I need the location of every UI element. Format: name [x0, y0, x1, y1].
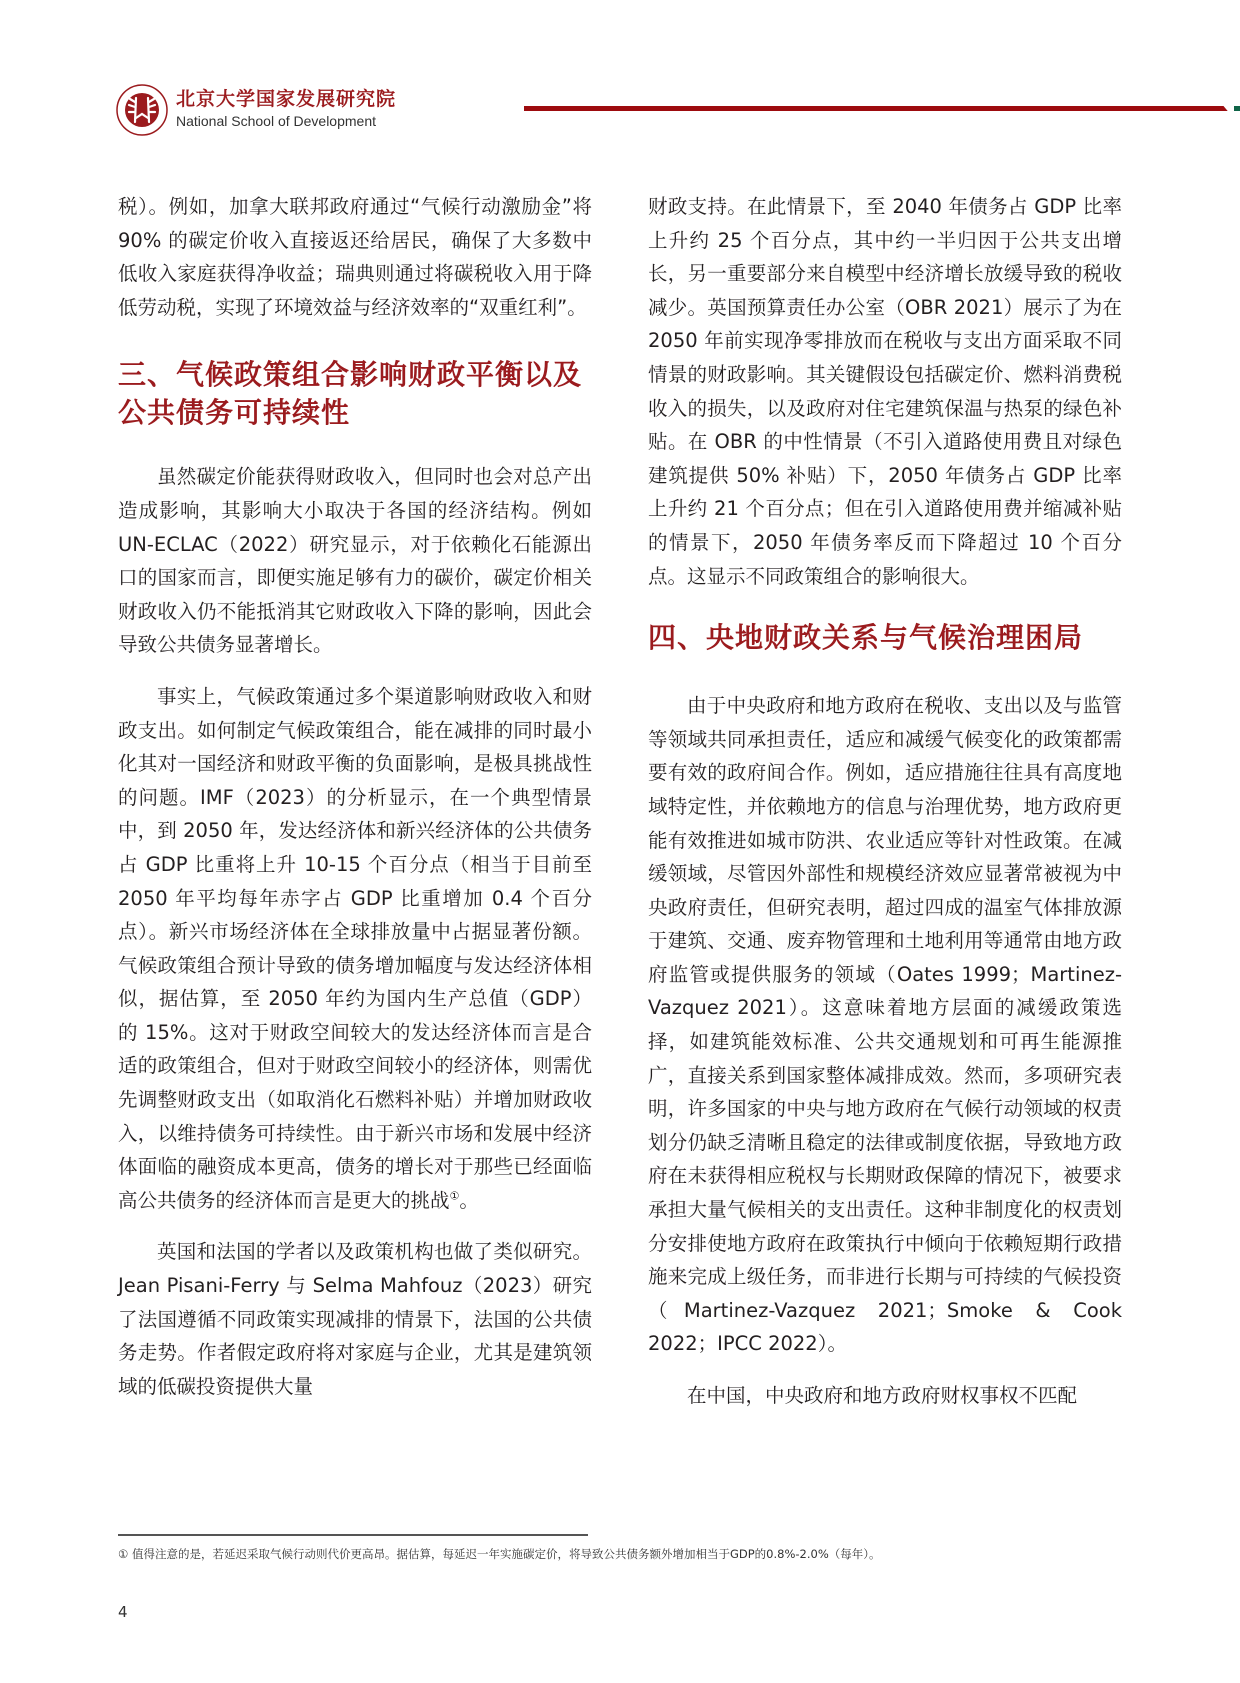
paragraph-fiscal-support-scenarios: 财政支持。在此情景下，至 2040 年债务占 GDP 比率上升约 25 个百分点，其中约一半归因于公共支出增长，另一重要部分来自模型中经济增长放缓导致的税收减少。英国预算责任办公室（OBR 2021）展示了为在 2050 年前实现净零排放而在税收与支出方面采取不同情景的财政影响。其关键假设包括碳定价、燃料消费税收入的损失，以及政府对住宅建筑保温与热泵的绿色补贴。在 OBR 的中性情景（不引入道路使用费且对绿色建筑提供 50% 补贴）下，2050 年债务占 GDP 比率上升约 21 个百分点；但在引入道路使用费并缩减补贴的情景下，2050 年债务率反而下降超过 10 个百分点。这显示不同政策组合的影响很大。 [648, 195, 1122, 588]
paragraph-output-impact: 虽然碳定价能获得财政收入，但同时也会对总产出造成影响，其影响大小取决于各国的经济结构。例如 UN-ECLAC（2022）研究显示，对于依赖化石能源出口的国家而言，即便实施足够有力的碳价，碳定价相关财政收入仍不能抵消其它财政收入下降的影响，因此会导致公共债务显著增长。 [118, 465, 592, 657]
paragraph-intergovernmental-cooperation: 由于中央政府和地方政府在税收、支出以及与监管等领域共同承担责任，适应和减缓气候变化的政策都需要有效的政府间合作。例如，适应措施往往具有高度地域特定性，并依赖地方的信息与治理优势，地方政府更能有效推进如城市防洪、农业适应等针对性政策。在减缓领域，尽管因外部性和规模经济效应显著常被视为中央政府责任，但研究表明，超过四成的温室气体排放源于建筑、交通、废弃物管理和土地利用等通常由地方政府监管或提供服务的领域（Oates 1999；Martinez-Vazquez 2021）。这意味着地方层面的减缓政策选择，如建筑能效标准、公共交通规划和可再生能源推广，直接关系到国家整体减排成效。然而，多项研究表明，许多国家的中央与地方政府在气候行动领域的权责划分仍缺乏清晰且稳定的法律或制度依据，导致地方政府在未获得相应税权与长期财政保障的情况下，被要求承担大量气候相关的支出责任。这种非制度化的权责划分安排使地方政府在政策执行中倾向于依赖短期行政措施来完成上级任务，而非进行长期与可持续的气候投资（Martinez-Vazquez 2021；Smoke & Cook 2022；IPCC 2022）。 [648, 694, 1122, 1356]
paragraph-uk-france-studies: 英国和法国的学者以及政策机构也做了类似研究。Jean Pisani-Ferry 与 Selma Mahfouz（2023）研究了法国遵循不同政策实现减排的情景下，法国的公共债务走势。作者假定政府将对家庭与企业，尤其是建筑领域的低碳投资提供大量 [118, 1240, 592, 1398]
footnote-divider [118, 1534, 588, 1536]
section-4-heading: 四、央地财政关系与气候治理困局 [648, 621, 1084, 655]
brand-english-name: National School of Development [176, 113, 377, 129]
footnote-marker[interactable]: ① [449, 1189, 460, 1203]
paragraph-china-mismatch: 在中国，中央政府和地方政府财权事权不匹配 [687, 1384, 1078, 1407]
peking-university-seal-icon [116, 84, 168, 136]
footnote-1: ① 值得注意的是，若延迟采取气候行动则代价更高昂。据估算，每延迟一年实施碳定价，将导致公共债务额外增加相当于GDP的0.8%-2.0%（每年）。 [118, 1547, 881, 1561]
page-header [116, 80, 1240, 140]
section-3-heading: 三、气候政策组合影响财政平衡以及公共债务可持续性 [118, 358, 583, 430]
page-number: 4 [118, 1603, 128, 1621]
brand-chinese-name: 北京大学国家发展研究院 [176, 88, 397, 110]
paragraph-policy-mix-text: 事实上，气候政策通过多个渠道影响财政收入和财政支出。如何制定气候政策组合，能在减排的同时最小化其对一国经济和财政平衡的负面影响，是极具挑战性的问题。IMF（2023）的分析显示，在一个典型情景中，到 2050 年，发达经济体和新兴经济体的公共债务占 GDP 比重将上升 10-15 个百分点（相当于目前至 2050 年平均每年赤字占 GDP 比重增加 0.4 个百分点）。新兴市场经济体在全球排放量中占据显著份额。气候政策组合预计导致的债务增加幅度与发达经济体相似，据估算，至 2050 年约为国内生产总值（GDP）的 15%。这对于财政空间较大的发达经济体而言是合适的政策组合，但对于财政空间较小的经济体，则需优先调整财政支出（如取消化石燃料补贴）并增加财政收入，以维持债务可持续性。由于新兴市场和发展中经济体面临的融资成本更高，债务的增长对于那些已经面临高公共债务的经济体而言是更大的挑战 [118, 684, 592, 1212]
left-column [118, 190, 592, 1403]
paragraph-policy-mix [118, 680, 592, 1218]
header-rule-red [524, 106, 1232, 111]
paragraph-policy-mix-end: 。 [459, 1188, 479, 1212]
right-column [648, 190, 1122, 1413]
header-rule-green [1234, 106, 1240, 111]
paragraph-carbon-revenue-recycling: 税）。例如，加拿大联邦政府通过“气候行动激励金”将 90% 的碳定价收入直接返还给居民，确保了大多数中低收入家庭获得净收益；瑞典则通过将碳税收入用于降低劳动税，实现了环境效益与经济效率的“双重红利”。 [118, 195, 592, 319]
institution-brand [176, 88, 396, 130]
